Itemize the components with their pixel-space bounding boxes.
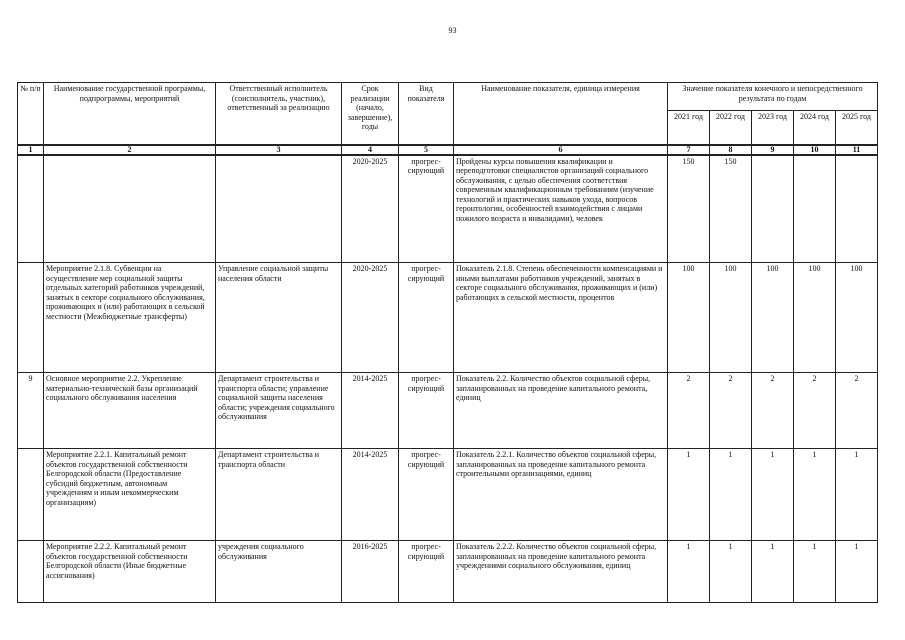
table-row [18, 449, 878, 541]
header-indicator: Наименование показателя, единица измерения [454, 83, 668, 145]
header-year: 2025 год [836, 111, 878, 145]
column-numbers-row [18, 145, 878, 155]
row-value: 100 [836, 263, 878, 373]
row-value [752, 155, 794, 263]
header-name: Наименование государственной программы, подпрограммы, мероприятий [44, 83, 216, 145]
header-year: 2022 год [710, 111, 752, 145]
row-value: 100 [668, 263, 710, 373]
row-term: 2014-2025 [342, 373, 399, 449]
header-responsible: Ответственный исполнитель (соисполнитель, участник), ответственный за реализацию [216, 83, 342, 145]
row-num [18, 155, 44, 263]
table-row [18, 263, 878, 373]
row-indicator: Показатель 2.1.8. Степень обеспеченности компенсациями и иными выплатами работников учреждений, занятых в секторе социального обслуживания, проживающих и (или) работающих в сельской местности, процентов [454, 263, 668, 373]
row-value: 1 [668, 541, 710, 603]
column-number: 10 [794, 145, 836, 155]
header-year: 2024 год [794, 111, 836, 145]
header-year: 2021 год [668, 111, 710, 145]
row-value [794, 155, 836, 263]
column-number: 4 [342, 145, 399, 155]
column-number: 7 [668, 145, 710, 155]
table-row [18, 541, 878, 603]
row-term: 2016-2025 [342, 541, 399, 603]
row-value [836, 155, 878, 263]
column-number: 11 [836, 145, 878, 155]
row-name: Мероприятие 2.1.8. Субвенции на осуществление мер социальной защиты отдельных категорий работников учреждений, занятых в секторе социального обслуживания, проживающих и (или) работающих в сельской местности (Межбюджетные трансферты) [44, 263, 216, 373]
row-indicator: Показатель 2.2. Количество объектов социальной сферы, запланированных на проведение капитального ремонта, единиц [454, 373, 668, 449]
row-value: 2 [752, 373, 794, 449]
row-num [18, 541, 44, 603]
column-number: 9 [752, 145, 794, 155]
row-responsible: учреждения социального обслуживания [216, 541, 342, 603]
table-row [18, 155, 878, 263]
row-value: 1 [710, 449, 752, 541]
row-indicator: Показатель 2.2.2. Количество объектов социальной сферы, запланированных на проведение капитального ремонта учреждениями социального обслуживания, единиц [454, 541, 668, 603]
row-term: 2020-2025 [342, 263, 399, 373]
row-value: 2 [710, 373, 752, 449]
table-row [18, 373, 878, 449]
row-value: 1 [836, 541, 878, 603]
row-value: 1 [752, 541, 794, 603]
row-responsible: Управление социальной защиты населения области [216, 263, 342, 373]
column-number: 5 [399, 145, 454, 155]
header-num: № п/п [18, 83, 44, 145]
row-value: 100 [710, 263, 752, 373]
row-type: прогрес- сирующий [399, 263, 454, 373]
row-value: 100 [752, 263, 794, 373]
row-value: 2 [836, 373, 878, 449]
row-value: 100 [794, 263, 836, 373]
header-values-group: Значение показателя конечного и непосредственного результата по годам [668, 83, 878, 111]
row-name: Мероприятие 2.2.1. Капитальный ремонт объектов государственной собственности Белгородской области (Предоставление субсидий бюджетным, автономным учреждениям и иным некоммерческим организациям) [44, 449, 216, 541]
row-value: 1 [752, 449, 794, 541]
row-num [18, 449, 44, 541]
row-value: 1 [836, 449, 878, 541]
row-responsible: Департамент строительства и транспорта области [216, 449, 342, 541]
row-name [44, 155, 216, 263]
row-num: 9 [18, 373, 44, 449]
indicators-table [17, 82, 878, 603]
row-value: 2 [668, 373, 710, 449]
row-indicator: Пройдены курсы повышения квалификации и переподготовки специалистов организаций социального обслуживания, с целью обеспечения соответствия современным квалификационным требованиям (изучение технологий и практических навыков ухода, вопросов геронтологии, особенностей взаимодействия с лицами пожилого возраста и инвалидами), человек [454, 155, 668, 263]
header-type: Вид показателя [399, 83, 454, 145]
row-type: прогрес- сирующий [399, 541, 454, 603]
row-value: 150 [668, 155, 710, 263]
row-value: 1 [794, 449, 836, 541]
column-number: 8 [710, 145, 752, 155]
column-number: 6 [454, 145, 668, 155]
column-number: 3 [216, 145, 342, 155]
row-value: 150 [710, 155, 752, 263]
row-name: Мероприятие 2.2.2. Капитальный ремонт объектов государственной собственности Белгородской области (Иные бюджетные ассигнования) [44, 541, 216, 603]
row-type: прогрес- сирующий [399, 373, 454, 449]
column-number: 2 [44, 145, 216, 155]
row-term: 2014-2025 [342, 449, 399, 541]
row-responsible [216, 155, 342, 263]
row-responsible: Департамент строительства и транспорта области; управление социальной защиты населения области; учреждения социального обслуживания [216, 373, 342, 449]
row-value: 1 [668, 449, 710, 541]
row-term: 2020-2025 [342, 155, 399, 263]
row-value: 2 [794, 373, 836, 449]
row-num [18, 263, 44, 373]
column-number: 1 [18, 145, 44, 155]
row-indicator: Показатель 2.2.1. Количество объектов социальной сферы, запланированных на проведение капитального ремонта строительными организациями, единиц [454, 449, 668, 541]
header-term: Срок реализации (начало, завершение), годы [342, 83, 399, 145]
page-number: 93 [448, 26, 457, 35]
row-name: Основное мероприятие 2.2. Укрепление материально-технической базы организаций социального обслуживания населения [44, 373, 216, 449]
row-type: прогрес- сирующий [399, 155, 454, 263]
row-type: прогрес- сирующий [399, 449, 454, 541]
row-value: 1 [710, 541, 752, 603]
header-year: 2023 год [752, 111, 794, 145]
row-value: 1 [794, 541, 836, 603]
